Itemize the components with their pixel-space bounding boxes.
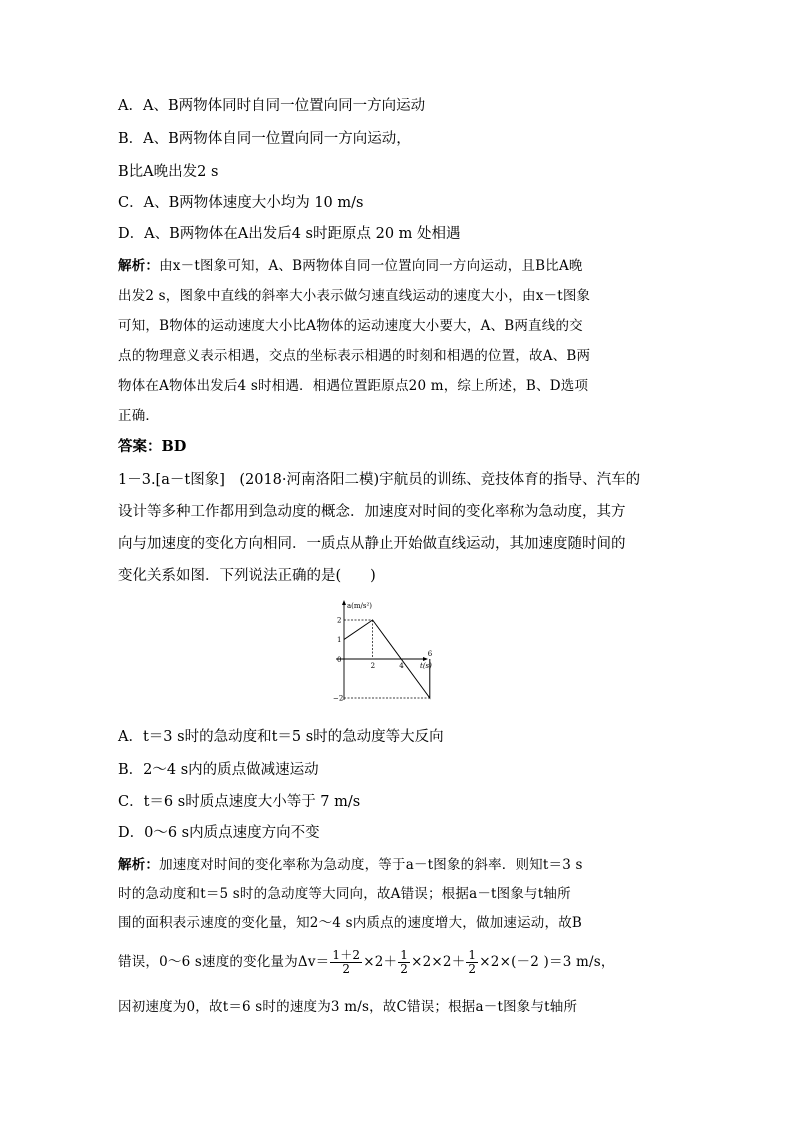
analysis-line <box>118 256 583 276</box>
question-line: 设计等多种工作都用到急动度的概念．加速度对时间的变化率称为急动度，其方 <box>118 504 626 520</box>
analysis-line: 因初速度为0，故t＝6 s时的速度为3 m/s，故C错误；根据a－t图象与t轴所 <box>118 999 578 1015</box>
analysis-line: 围的面积表示速度的变化量，知2～4 s内质点的速度增大，做加速运动，故B <box>118 915 583 931</box>
fraction-denominator: 2 <box>468 962 477 976</box>
answer <box>118 437 186 457</box>
option-a: A．A、B两物体同时自同一位置向同一方向运动 <box>118 98 426 114</box>
option-b-line1: B．A、B两物体自同一位置向同一方向运动， <box>118 131 411 147</box>
formula-text: ×2×2＋ <box>411 954 466 970</box>
question-line: 变化关系如图．下列说法正确的是( ) <box>118 568 376 584</box>
origin-label: 0 <box>337 656 342 664</box>
formula-text: 错误，0～6 s速度的变化量为Δv＝ <box>118 954 330 970</box>
question-line: 1－3.[a－t图象] (2018·河南洛阳二模)宇航员的训练、竞技体育的指导、汽车的 <box>118 472 641 488</box>
analysis-line: 正确． <box>118 408 160 424</box>
at-graph <box>330 598 433 706</box>
formula-text: ×2×(－2 )＝3 m/s， <box>479 954 615 970</box>
option-a: A．t＝3 s时的急动度和t＝5 s时的急动度等大反向 <box>118 729 444 745</box>
answer-label: 答案： <box>118 438 162 455</box>
analysis-label: 解析： <box>118 857 160 873</box>
y-tick-label: −2 <box>333 694 344 703</box>
fraction-numerator: 1＋2 <box>332 948 361 962</box>
analysis-line: 物体在A物体出发后4 s时相遇．相遇位置距原点20 m，综上所述，B、D选项 <box>118 378 589 394</box>
question-line: 向与加速度的变化方向相同．一质点从静止开始做直线运动，其加速度随时间的 <box>118 536 626 552</box>
analysis-line: 出发2 s，图象中直线的斜率大小表示做匀速直线运动的速度大小，由x－t图象 <box>118 288 591 304</box>
analysis-text: 由x－t图象可知，A、B两物体自同一位置向同一方向运动，且B比A晚 <box>159 258 583 274</box>
option-c: C．t＝6 s时质点速度大小等于 7 m/s <box>118 794 361 810</box>
option-b-line2: B比A晚出发2 s <box>118 164 219 180</box>
x-tick-label: 6 <box>427 650 433 658</box>
analysis-line <box>118 855 583 875</box>
fraction <box>398 949 410 976</box>
x-axis-label: t(s) <box>420 662 432 670</box>
analysis-line: 可知，B物体的运动速度大小比A物体的运动速度大小要大，A、B两直线的交 <box>118 318 583 334</box>
fraction-numerator: 1 <box>468 948 477 962</box>
answer-value: BD <box>161 438 187 455</box>
option-d: D．0～6 s内质点速度方向不变 <box>118 825 320 841</box>
fraction-numerator: 1 <box>400 948 409 962</box>
analysis-line: 点的物理意义表示相遇，交点的坐标表示相遇的时刻和相遇的位置，故A、B两 <box>118 348 591 364</box>
fraction-denominator: 2 <box>342 962 351 976</box>
x-tick-label: 4 <box>399 662 404 670</box>
analysis-formula-line <box>118 942 615 982</box>
y-tick-label: 2 <box>337 616 342 625</box>
analysis-text: 加速度对时间的变化率称为急动度，等于a－t图象的斜率．则知t＝3 s <box>159 857 583 873</box>
analysis-line: 时的急动度和t＝5 s时的急动度等大同向，故A错误；根据a－t图象与t轴所 <box>118 886 571 902</box>
y-axis-label: a(m/s²) <box>347 602 373 610</box>
analysis-label: 解析： <box>118 258 160 274</box>
fraction <box>466 949 478 976</box>
option-d: D．A、B两物体在A出发后4 s时距原点 20 m 处相遇 <box>118 226 461 242</box>
fraction <box>330 949 362 976</box>
option-c: C．A、B两物体速度大小均为 10 m/s <box>118 195 364 211</box>
x-tick-label: 2 <box>370 662 376 670</box>
y-axis-arrow <box>342 600 346 605</box>
y-tick-label: 1 <box>337 636 342 644</box>
formula-text: ×2＋ <box>363 954 398 970</box>
fraction-denominator: 2 <box>400 962 409 976</box>
option-b: B．2～4 s内的质点做减速运动 <box>118 762 319 778</box>
